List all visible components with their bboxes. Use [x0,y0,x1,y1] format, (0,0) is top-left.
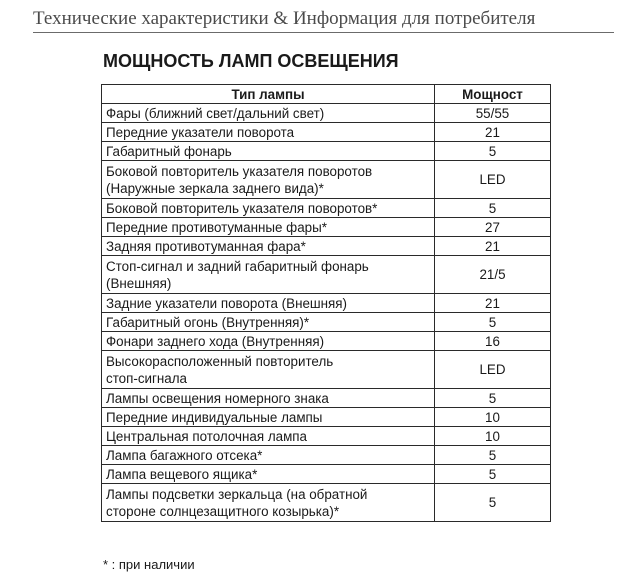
lamp-type-cell [102,142,435,161]
lamp-type-cell [102,332,435,351]
power-cell: 55/55 [435,104,551,123]
table-row [102,389,551,408]
lamp-type-text: Передние указатели поворота [106,124,295,140]
lamp-type-cell [102,199,435,218]
table-body [102,104,551,522]
table-row [102,332,551,351]
table-header-row [102,85,551,104]
footnote: * : при наличии [103,557,195,572]
power-cell: 16 [435,332,551,351]
table-row [102,427,551,446]
lamp-type-cell [102,408,435,427]
lamp-type-cell [102,123,435,142]
lamp-type-text: Боковой повторитель указателя поворотов* [106,200,378,216]
power-cell: LED [435,161,551,199]
table-row [102,123,551,142]
lamp-type-text: Лампы освещения номерного знака [106,390,329,406]
table-row [102,446,551,465]
lamp-type-text: Фары (ближний свет/дальний свет) [106,105,325,121]
power-cell: LED [435,351,551,389]
lamp-type-cell [102,465,435,484]
table-row [102,256,551,294]
table-row [102,161,551,199]
power-cell: 5 [435,484,551,522]
table-row [102,142,551,161]
power-cell: 21 [435,294,551,313]
table-row [102,484,551,522]
table-row [102,465,551,484]
lamp-type-cell [102,218,435,237]
table-row [102,237,551,256]
lamp-type-cell [102,389,435,408]
table-row [102,313,551,332]
table-row [102,199,551,218]
lamp-type-cell [102,294,435,313]
lamp-type-text: Стоп-сигнал и задний габаритный фонарь [106,258,369,274]
lamp-type-text-continued: стороне солнцезащитного козырька)* [106,503,340,519]
power-cell: 5 [435,465,551,484]
lamp-type-text-continued: стоп-сигнала [106,370,187,386]
lamp-type-cell [102,104,435,123]
power-cell: 21 [435,123,551,142]
column-header-lamp-type: Тип лампы [102,85,435,104]
lamp-type-text: Высокорасположенный повторитель [106,353,334,369]
lamp-type-text: Габаритный огонь (Внутренняя)* [106,314,310,330]
lamp-type-cell [102,446,435,465]
power-cell: 27 [435,218,551,237]
power-cell: 5 [435,199,551,218]
power-cell: 21/5 [435,256,551,294]
lamp-type-text: Боковой повторитель указателя поворотов [106,163,373,179]
lamp-type-cell [102,484,435,522]
power-cell: 10 [435,427,551,446]
lamp-power-table [101,84,551,522]
document-header: Технические характеристики & Информация для потребителя [33,8,614,33]
lamp-type-text-continued: (Наружные зеркала заднего вида)* [106,180,324,196]
power-cell: 10 [435,408,551,427]
table-row [102,104,551,123]
table-row [102,294,551,313]
column-header-power: Мощност [435,85,551,104]
lamp-type-text-continued: (Внешняя) [106,275,172,291]
table-row [102,408,551,427]
power-cell: 5 [435,389,551,408]
lamp-type-text: Габаритный фонарь [106,143,232,159]
lamp-type-text: Центральная потолочная лампа [106,428,307,444]
lamp-type-cell [102,256,435,294]
lamp-type-cell [102,427,435,446]
power-cell: 5 [435,142,551,161]
section-title: МОЩНОСТЬ ЛАМП ОСВЕЩЕНИЯ [103,51,399,71]
lamp-type-text: Лампа вещевого ящика* [106,466,258,482]
lamp-type-cell [102,313,435,332]
power-cell: 5 [435,313,551,332]
lamp-type-text: Задняя противотуманная фара* [106,238,306,254]
lamp-type-text: Передние противотуманные фары* [106,219,327,235]
lamp-type-cell [102,237,435,256]
power-cell: 5 [435,446,551,465]
lamp-type-text: Лампа багажного отсека* [106,447,263,463]
lamp-type-cell [102,351,435,389]
lamp-type-text: Задние указатели поворота (Внешняя) [106,295,348,311]
lamp-type-text: Передние индивидуальные лампы [106,409,323,425]
table-row [102,351,551,389]
lamp-type-cell [102,161,435,199]
lamp-type-text: Лампы подсветки зеркальца (на обратной [106,486,368,502]
lamp-type-text: Фонари заднего хода (Внутренняя) [106,333,325,349]
power-cell: 21 [435,237,551,256]
table-row [102,218,551,237]
